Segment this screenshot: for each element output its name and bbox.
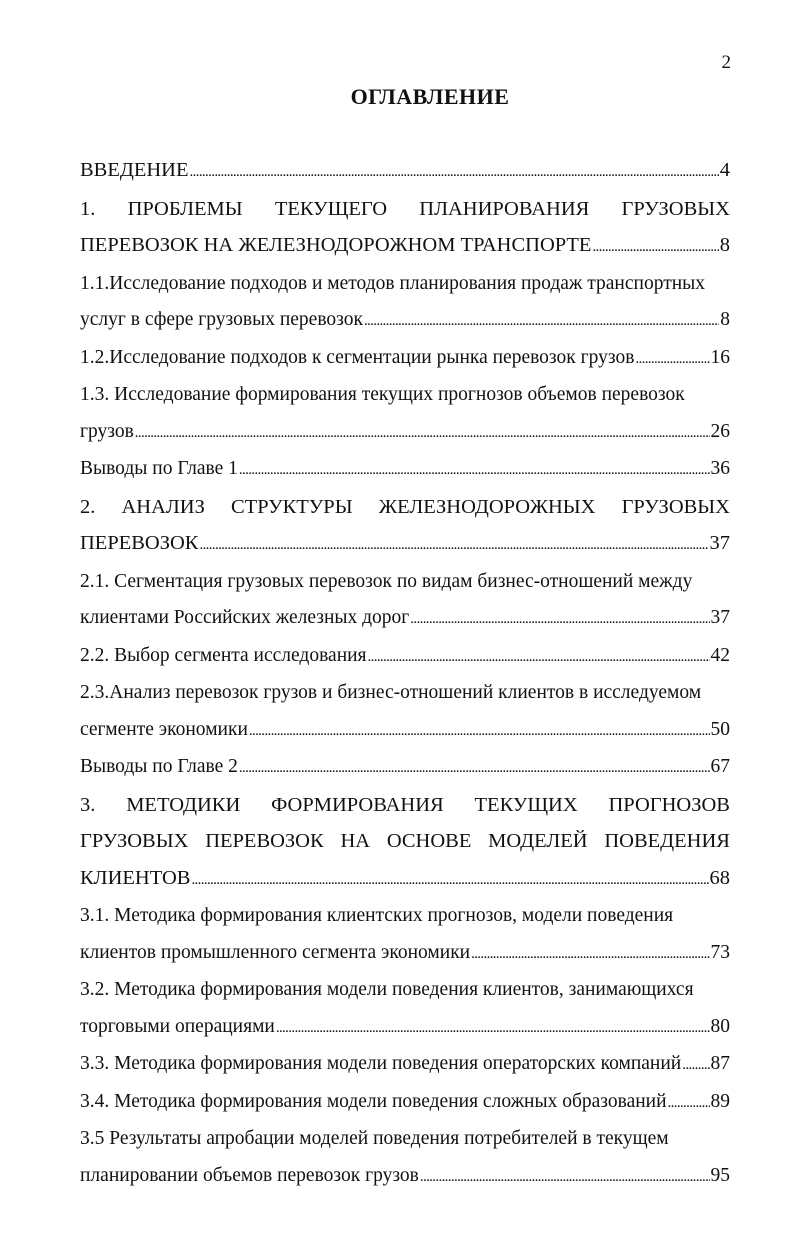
toc-page-number: 68 [709,866,730,889]
dot-leader [420,1158,710,1196]
toc-entry-text: ПЕРЕВОЗОК [80,532,199,554]
toc-word: АНАЛИЗ [121,495,205,518]
toc-entry-text: 1.1.Исследование подходов и методов планирования продаж транспортных [80,272,706,294]
toc-page-number: 50 [710,718,730,740]
toc-entry-text: 3.3. Методика формирования модели поведения операторских компаний [80,1053,682,1074]
toc-entry-text: КЛИЕНТОВ [80,866,191,889]
toc-entry-3-5-line [80,1121,730,1158]
toc-entry-text: грузов [80,420,134,442]
dot-leader [592,227,718,266]
dot-leader [682,1046,709,1084]
toc-word: ТЕКУЩИХ [474,793,578,816]
toc-entry-text: 3.1. Методика формирования клиентских прогнозов, модели поведения [80,905,674,926]
dot-leader [276,1009,710,1047]
dot-leader [368,638,710,676]
toc-entry-3-4 [80,1084,730,1122]
toc-word: ПРОБЛЕМЫ [127,197,243,220]
dot-leader [199,525,708,564]
toc-word: ПОВЕДЕНИЯ [604,830,730,852]
toc-word: ОСНОВЕ [386,830,472,852]
toc-entry-text: сегменте экономики [80,718,248,740]
toc-word: ГРУЗОВЫХ [80,830,189,852]
toc-entry-text: 3.5 Результаты апробации моделей поведения потребителей в текущем [80,1128,669,1149]
toc-entry-text: 1.3. Исследование формирования текущих прогнозов объемов перевозок [80,384,685,405]
dot-leader [668,1084,710,1122]
dot-leader [635,340,709,378]
toc-entry-text: 2.2. Выбор сегмента исследования [80,644,367,666]
dot-leader [410,600,709,638]
toc-page-number: 37 [709,532,730,554]
toc-word: МОДЕЛЕЙ [488,830,588,852]
toc-entry-2-1-line [80,564,730,601]
toc-word: СТРУКТУРЫ [231,495,353,518]
toc-page-number: 26 [710,420,730,442]
toc-entry-chapter-1 [80,227,730,266]
dot-leader [364,302,719,340]
toc-entry-chapter-2 [80,525,730,564]
toc-entry-text: Выводы по Главе 2 [80,756,238,777]
toc-word: ЖЕЛЕЗНОДОРОЖНЫХ [378,495,596,518]
toc-page-number: 80 [710,1015,730,1037]
dot-leader [249,712,710,750]
toc-page-number: 8 [720,309,730,330]
dot-leader [191,860,708,899]
toc-page-number: 8 [719,234,730,256]
toc-page-number: 95 [710,1164,730,1186]
toc-chapter-1-line [80,191,730,228]
dot-leader [239,451,710,489]
toc-page-number: 89 [710,1090,730,1112]
toc-page-number: 4 [719,159,730,181]
toc-entry-1-2 [80,340,730,378]
toc-page-number: 36 [710,458,730,479]
toc-entry-text: 3.4. Методика формирования модели поведения сложных образований [80,1090,667,1112]
toc-word: 1. [80,197,96,220]
toc-entry-2-3 [80,712,730,750]
toc-entry-2-2 [80,638,730,676]
toc-page-number: 87 [710,1053,730,1074]
toc-entry-text: планировании объемов перевозок грузов [80,1164,419,1186]
toc-entry-1-3-line [80,377,730,414]
toc-entry-chapter-3 [80,860,730,899]
toc-entry-text: ПЕРЕВОЗОК НА ЖЕЛЕЗНОДОРОЖНОМ ТРАНСПОРТЕ [80,234,592,256]
toc-word: ПЕРЕВОЗОК [205,830,324,852]
toc-word: ПЛАНИРОВАНИЯ [419,197,590,220]
toc-page-number: 16 [710,346,730,368]
toc-word: НА [340,830,371,852]
toc-entry-3-2 [80,1009,730,1047]
toc-entry-intro [80,152,730,191]
toc-word: ФОРМИРОВАНИЯ [271,793,444,816]
toc-entry-text: 1.2.Исследование подходов к сегментации рынка перевозок грузов [80,346,635,368]
toc-entry-text: услуг в сфере грузовых перевозок [80,309,363,330]
toc-entry-3-1-line [80,898,730,935]
toc-entry-text: клиентами Российских железных дорог [80,607,410,628]
toc-word: 3. [80,793,96,816]
toc-page-number: 73 [710,941,730,963]
toc-entry-1-3 [80,414,730,452]
toc-page-number: 42 [710,644,730,666]
toc-entry-3-2-line [80,972,730,1009]
toc-entry-3-1 [80,935,730,973]
table-of-contents [80,152,730,1195]
toc-entry-text: Выводы по Главе 1 [80,458,238,479]
toc-entry-1-1-line [80,266,730,303]
dot-leader [190,152,719,191]
dot-leader [135,414,710,452]
toc-page-number: 67 [710,756,730,777]
toc-word: ГРУЗОВЫХ [621,197,730,220]
toc-chapter-3-line-1 [80,787,730,824]
page-title: ОГЛАВЛЕНИЕ [350,84,510,109]
toc-entry-conclusions-2 [80,749,730,787]
toc-word: ПРОГНОЗОВ [608,793,730,816]
toc-chapter-2-line [80,489,730,526]
page-number: 2 [721,52,731,73]
toc-entry-1-1 [80,302,730,340]
toc-entry-text: 2.3.Анализ перевозок грузов и бизнес-отношений клиентов в исследуемом [80,682,702,703]
toc-word: МЕТОДИКИ [126,793,241,816]
toc-page-number: 37 [710,607,730,628]
toc-chapter-3-line-2 [80,823,730,860]
dot-leader [471,935,709,973]
toc-entry-text: 3.2. Методика формирования модели поведения клиентов, занимающихся [80,979,694,1000]
toc-entry-conclusions-1 [80,451,730,489]
toc-entry-text: клиентов промышленного сегмента экономики [80,941,471,963]
toc-entry-2-1 [80,600,730,638]
toc-entry-3-5 [80,1158,730,1196]
toc-entry-text: торговыми операциями [80,1015,275,1037]
toc-word: 2. [80,495,96,518]
toc-entry-text: 2.1. Сегментация грузовых перевозок по видам бизнес-отношений между [80,570,693,592]
toc-word: ТЕКУЩЕГО [274,197,388,220]
dot-leader [239,749,710,787]
toc-word: ГРУЗОВЫХ [621,495,730,518]
toc-entry-text: ВВЕДЕНИЕ [80,159,189,181]
toc-entry-3-3 [80,1046,730,1084]
toc-entry-2-3-line [80,675,730,712]
